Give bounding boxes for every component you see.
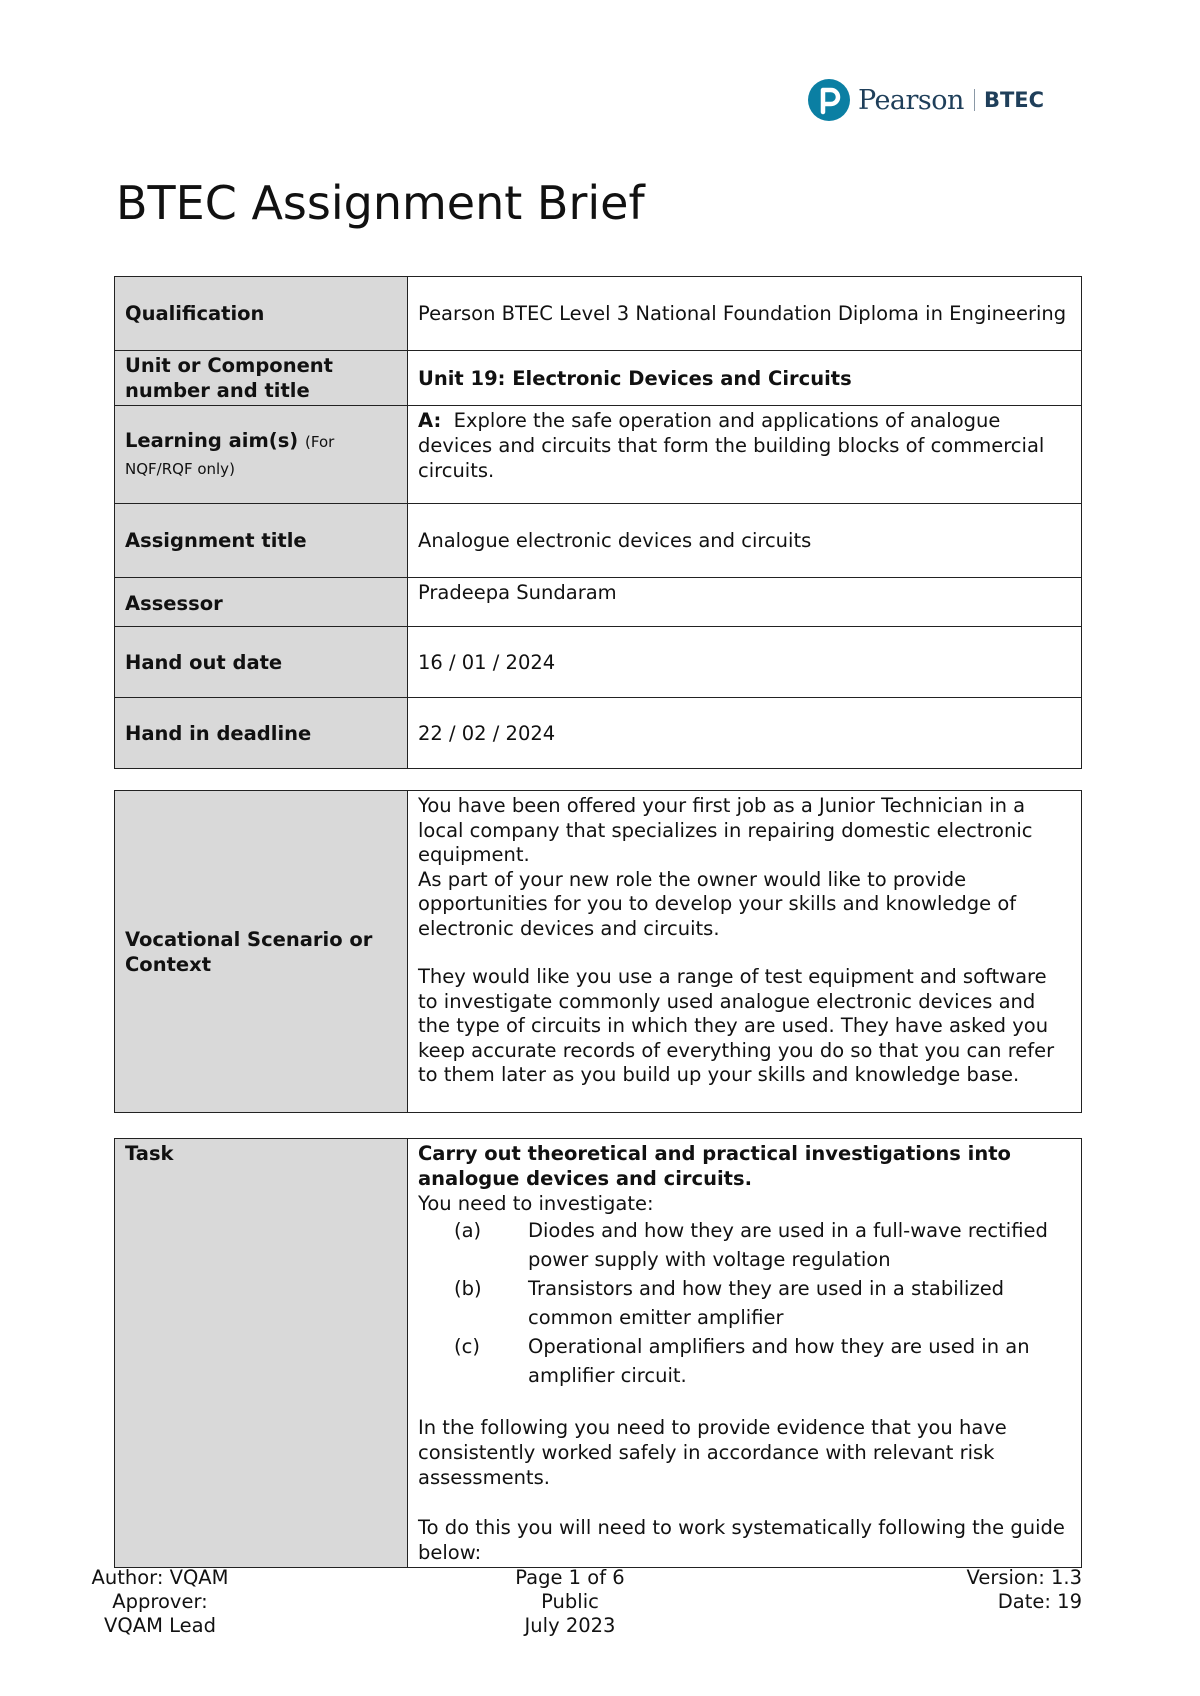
task-intro: You need to investigate: (418, 1192, 654, 1215)
list-item-text: Operational amplifiers and how they are used in an amplifier circuit. (528, 1335, 1030, 1387)
hand-out-date-value: 16 / 01 / 2024 (408, 627, 1082, 698)
logo-sub-text: BTEC (983, 88, 1045, 112)
scenario-paragraph: As part of your new role the owner would like to provide opportunities for you to develop your skills and knowledge of electronic devices and circuits. (418, 867, 1017, 940)
learning-aim-label-text: Learning aim(s) (125, 428, 299, 452)
list-item-text: Diodes and how they are used in a full-wave rectified power supply with voltage regulation (528, 1219, 1048, 1271)
scenario-paragraph: They would like you use a range of test equipment and software to investigate commonly used analogue electronic devices and the type of circuits in which they are used. They have asked you keep accurate records of everything you do so that you can refer to them later as you build up your skills and knowledge base. (418, 965, 1055, 1086)
footer-classification: Public (541, 1590, 599, 1613)
table-row (115, 1139, 1082, 1568)
footer-author-block (80, 1566, 240, 1638)
spacer (418, 1490, 1071, 1515)
list-item (418, 1274, 1071, 1332)
task-list (418, 1216, 1071, 1390)
qualification-value: Pearson BTEC Level 3 National Foundation Diploma in Engineering (408, 277, 1082, 351)
table-row (115, 698, 1082, 769)
list-item-index: (b) (454, 1277, 482, 1300)
learning-aim-value (408, 406, 1082, 504)
task-paragraph: In the following you need to provide evidence that you have consistently worked safely in accordance with relevant risk assessments. (418, 1416, 1007, 1489)
hand-in-deadline-label: Hand in deadline (115, 698, 408, 769)
table-row (115, 578, 1082, 627)
assessor-label: Assessor (115, 578, 408, 627)
logo-divider (974, 89, 975, 111)
page-title: BTEC Assignment Brief (116, 176, 645, 230)
footer-version: Version: 1.3 (966, 1566, 1082, 1589)
table-row (115, 406, 1082, 504)
list-item-index: (c) (454, 1335, 480, 1358)
assignment-title-value: Analogue electronic devices and circuits (408, 504, 1082, 578)
assignment-title-label: Assignment title (115, 504, 408, 578)
scenario-paragraph: You have been offered your first job as a Junior Technician in a local company that specializes in repairing domestic electronic equipment. (418, 794, 1033, 866)
table-row (115, 627, 1082, 698)
task-table (114, 1138, 1082, 1568)
qualification-label: Qualification (115, 277, 408, 351)
footer-approver: Approver: VQAM Lead (104, 1590, 216, 1637)
table-row (115, 791, 1082, 1113)
list-item (418, 1332, 1071, 1390)
footer-author: Author: VQAM (91, 1566, 229, 1589)
footer-page: Page 1 of 6 (515, 1566, 625, 1589)
hand-out-date-label: Hand out date (115, 627, 408, 698)
list-item-text: Transistors and how they are used in a stabilized common emitter amplifier (528, 1277, 1005, 1329)
table-row (115, 351, 1082, 406)
learning-aim-label (115, 406, 408, 504)
task-value (408, 1139, 1082, 1568)
pearson-p-icon (808, 79, 850, 121)
learning-aim-label-note: (For NQF/RQF only) (125, 432, 335, 478)
assessor-value: Pradeepa Sundaram (408, 578, 1082, 627)
table-row (115, 277, 1082, 351)
learning-aim-prefix: A: (418, 409, 442, 432)
pearson-btec-logo (808, 76, 1044, 124)
spacer (418, 941, 1071, 965)
details-table (114, 276, 1082, 769)
footer-center-block (480, 1566, 660, 1638)
list-item-index: (a) (454, 1219, 482, 1242)
unit-value: Unit 19: Electronic Devices and Circuits (408, 351, 1082, 406)
spacer (418, 1390, 1071, 1415)
table-row (115, 504, 1082, 578)
footer-date: Date: 19 (997, 1590, 1082, 1613)
learning-aim-text: Explore the safe operation and applications of analogue devices and circuits that form the building blocks of commercial circuits. (418, 409, 1045, 482)
hand-in-deadline-value: 22 / 02 / 2024 (408, 698, 1082, 769)
task-label: Task (115, 1139, 408, 1568)
list-item (418, 1216, 1071, 1274)
scenario-label: Vocational Scenario or Context (115, 791, 408, 1113)
scenario-table (114, 790, 1082, 1113)
footer-date-tail: July 2023 (524, 1614, 616, 1637)
scenario-value (408, 791, 1082, 1113)
logo-brand-text: Pearson (858, 84, 964, 116)
task-heading: Carry out theoretical and practical investigations into analogue devices and circuits. (418, 1142, 1011, 1190)
task-paragraph: To do this you will need to work systematically following the guide below: (418, 1516, 1065, 1564)
footer-version-block (922, 1566, 1082, 1614)
unit-label: Unit or Component number and title (115, 351, 408, 406)
